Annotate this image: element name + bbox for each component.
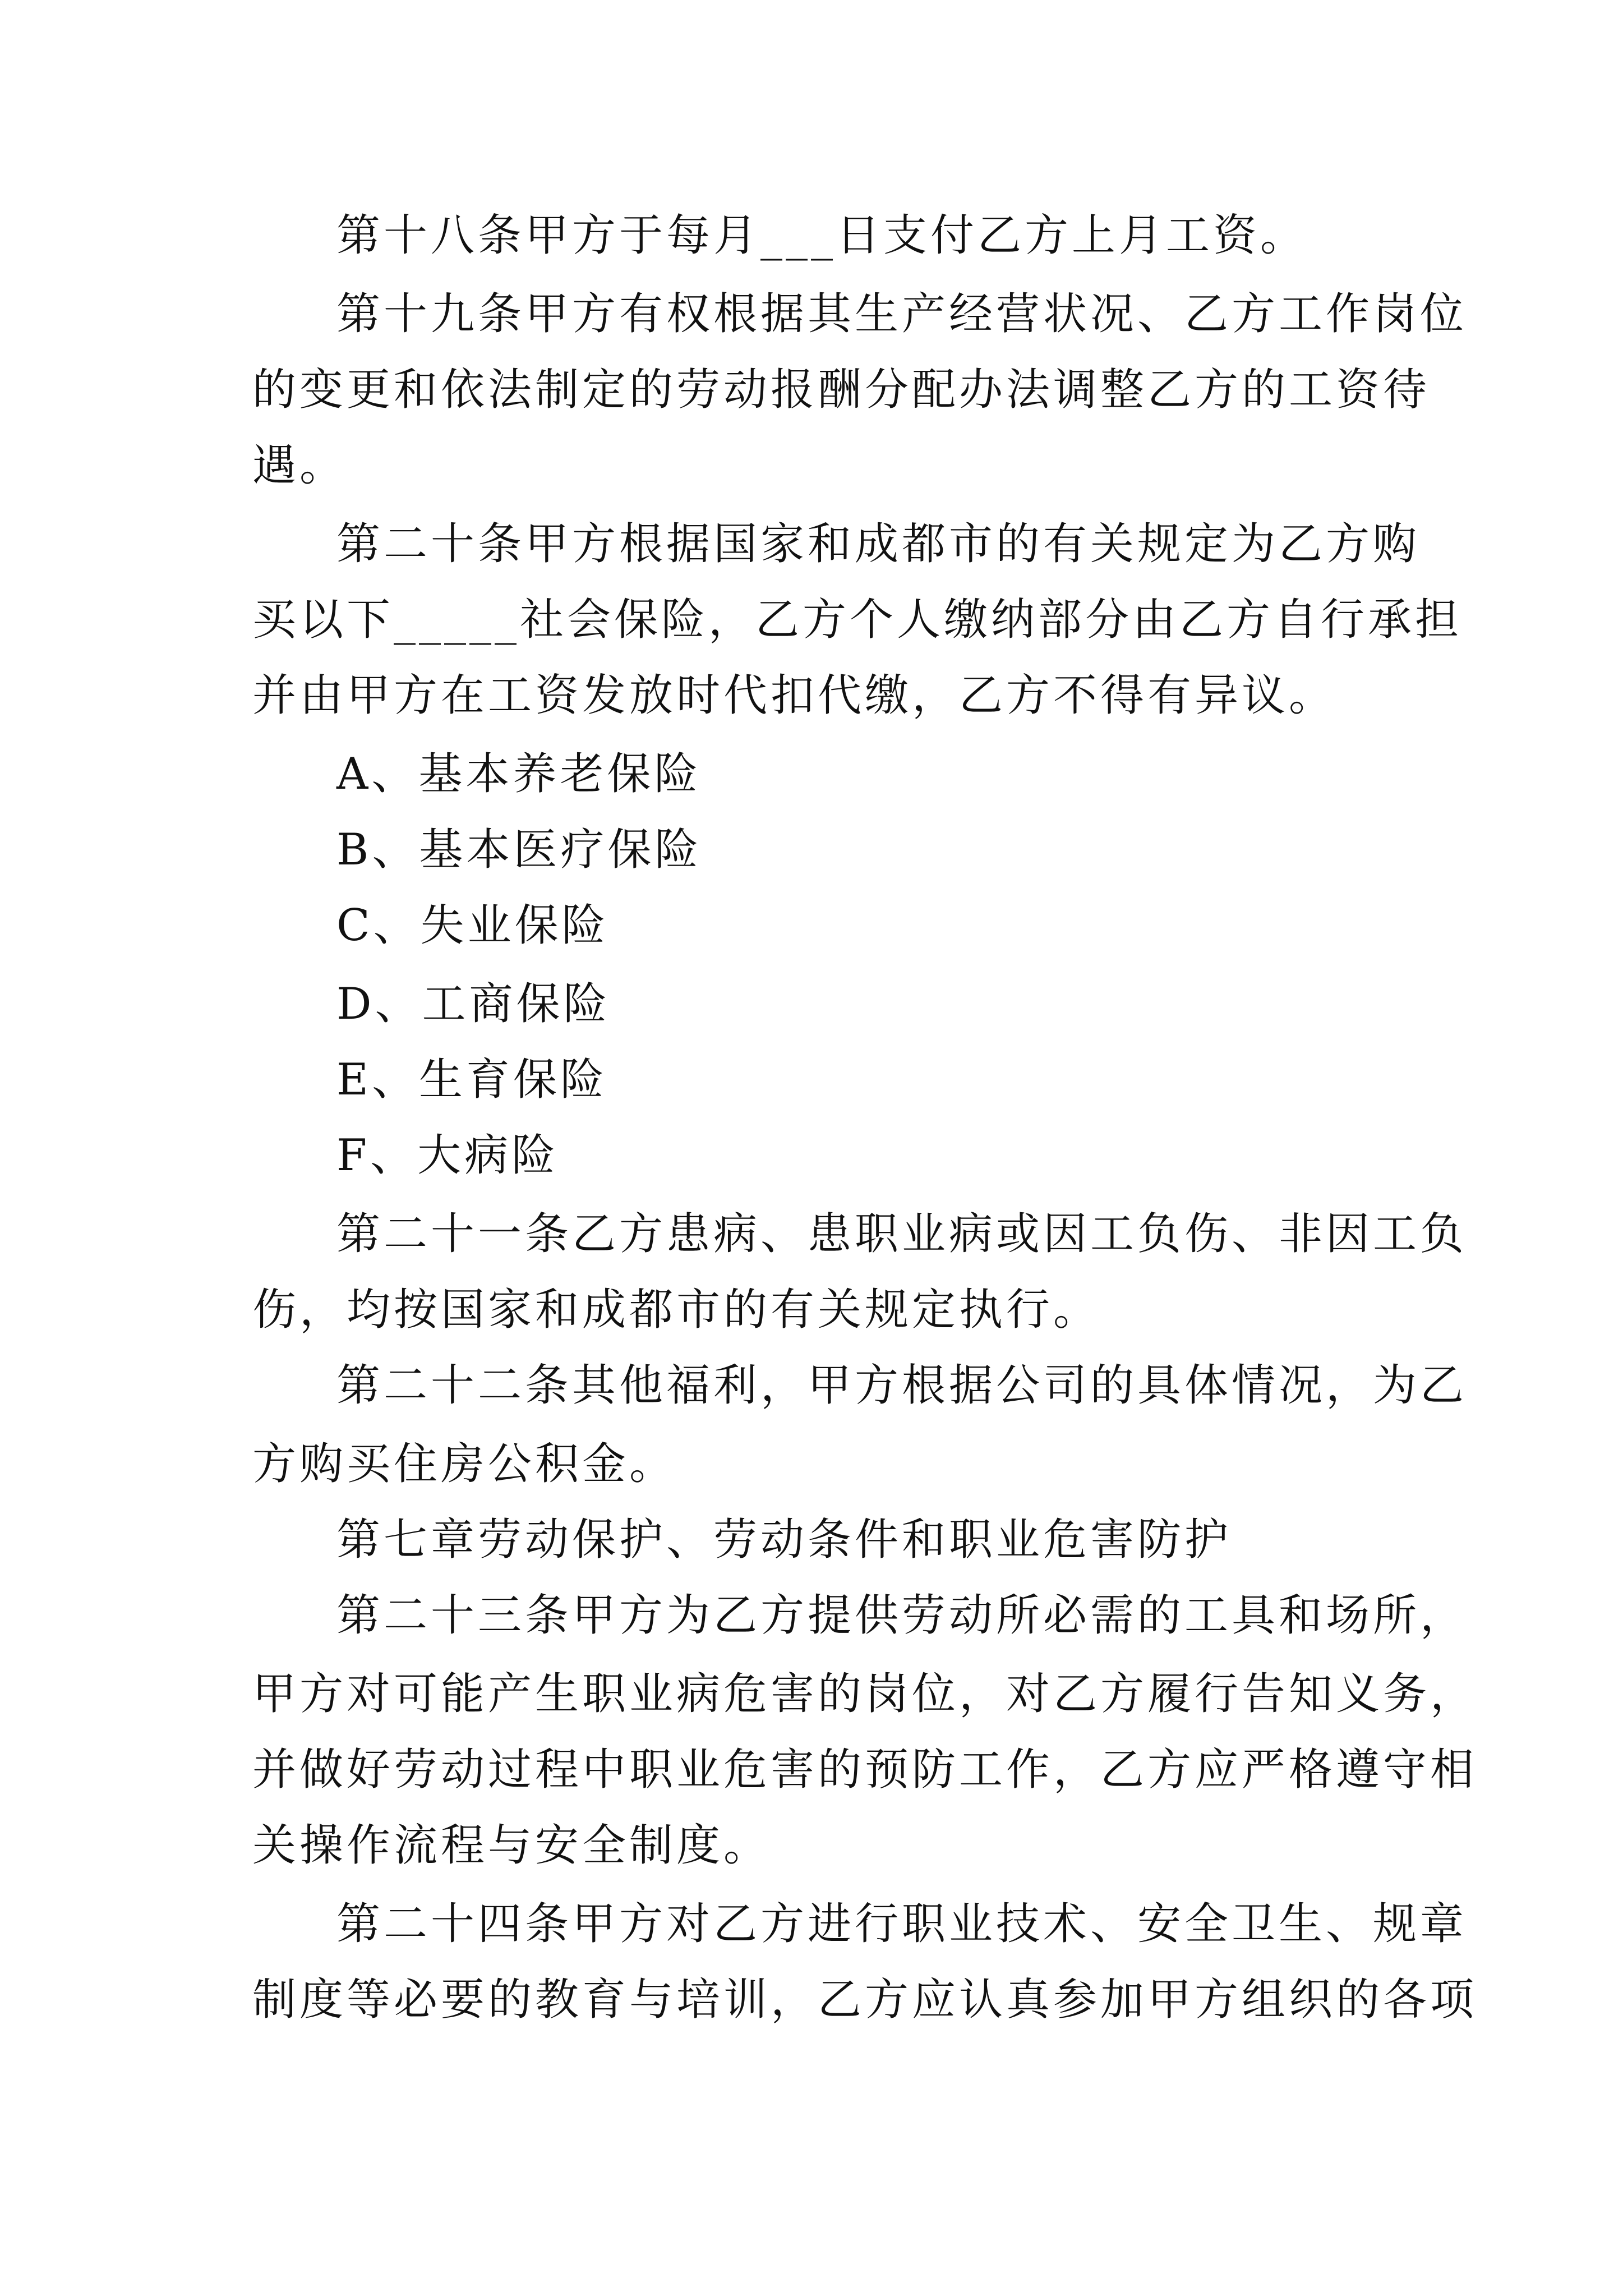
list-item: B、基本医疗保险 <box>336 825 702 875</box>
text-line: 方购买住房公积金。 <box>252 1439 677 1489</box>
text-line: 第十九条甲方有权根据其生产经营状况、乙方工作岗位 <box>336 289 1468 339</box>
text-line: 关操作流程与安全制度。 <box>252 1820 771 1871</box>
list-item: C、失业保险 <box>336 900 609 951</box>
text-line: 第二十一条乙方患病、患职业病或因工负伤、非因工负 <box>336 1209 1468 1259</box>
text-line: 买以下_____社会保险，乙方个人缴纳部分由乙方自行承担 <box>252 595 1463 645</box>
text-line: 的变更和依法制定的劳动报酬分配办法调整乙方的工资待 <box>252 365 1431 415</box>
text-line: 制度等必要的教育与培训，乙方应认真参加甲方组织的各项 <box>252 1975 1478 2025</box>
list-item: E、生育保险 <box>336 1055 607 1105</box>
text-line: 第二十二条其他福利，甲方根据公司的具体情况，为乙 <box>336 1360 1468 1411</box>
list-item: A、基本养老保险 <box>336 749 702 799</box>
text-line: 伤，均按国家和成都市的有关规定执行。 <box>252 1285 1101 1335</box>
text-line: 遇。 <box>252 440 347 491</box>
chapter-heading: 第七章劳动保护、劳动条件和职业危害防护 <box>336 1515 1232 1565</box>
list-item: F、大病险 <box>336 1130 559 1181</box>
text-line: 第二十三条甲方为乙方提供劳动所必需的工具和场所， <box>336 1590 1468 1641</box>
list-item: D、工商保险 <box>336 979 611 1029</box>
text-line: 并做好劳动过程中职业危害的预防工作，乙方应严格遵守相 <box>252 1745 1478 1795</box>
text-line: 第二十条甲方根据国家和成都市的有关规定为乙方购 <box>336 519 1421 569</box>
text-line: 第二十四条甲方对乙方进行职业技术、安全卫生、规章 <box>336 1899 1468 1949</box>
text-line: 甲方对可能产生职业病危害的岗位，对乙方履行告知义务， <box>252 1669 1478 1719</box>
text-line: 第十八条甲方于每月___日支付乙方上月工资。 <box>336 210 1308 261</box>
text-line: 并由甲方在工资发放时代扣代缴，乙方不得有异议。 <box>252 670 1336 721</box>
